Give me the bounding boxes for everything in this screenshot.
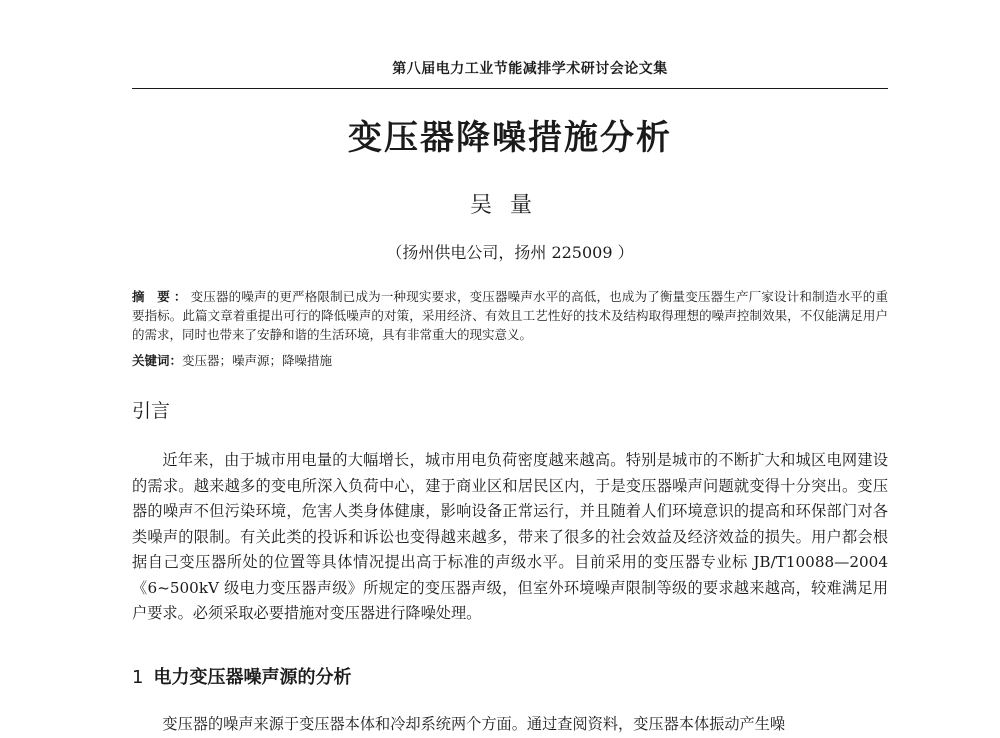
keywords-label: 关键词： bbox=[132, 353, 183, 368]
keywords bbox=[132, 351, 888, 370]
section-number: 1 bbox=[132, 667, 144, 688]
author-name: 吴量 bbox=[469, 193, 550, 218]
abstract-label: 摘 要： bbox=[132, 289, 191, 304]
author-affiliation: （扬州供电公司，扬州 225009 ） bbox=[386, 243, 634, 262]
header-rule bbox=[132, 88, 888, 89]
section1-paragraph: 变压器的噪声来源于变压器本体和冷却系统两个方面。通过查阅资料，变压器本体振动产生噪 bbox=[162, 715, 786, 733]
intro-paragraph: 近年来，由于城市用电量的大幅增长，城市用电负荷密度越来越高。特别是城市的不断扩大和城区电网建设的需求。越来越多的变电所深入负荷中心，建于商业区和居民区内，于是变压器噪声问题就变得十分突出。变压器的噪声不但污染环境，危害人类身体健康，影响设备正常运行，并且随着人们环境意识的提高和环保部门对各类噪声的限制。有关此类的投诉和诉讼也变得越来越多，带来了很多的社会效益及经济效益的损失。用户都会根据自己变压器所处的位置等具体情况提出高于标准的声级水平。目前采用的变压器专业标 JB/T10088—2004《6~500kV 级电力变压器声级》所规定的变压器声级，但室外环境噪声限制等级的要求越来越高，较难满足用户要求。必须采取必要措施对变压器进行降噪处理。 bbox=[132, 451, 888, 622]
section-title: 电力变压器噪声源的分析 bbox=[153, 667, 352, 688]
section-heading-1 bbox=[132, 663, 351, 689]
section-heading-intro: 引言 bbox=[132, 400, 171, 422]
abstract bbox=[132, 287, 888, 344]
keywords-text: 变压器；噪声源；降噪措施 bbox=[182, 353, 333, 368]
running-header: 第八届电力工业节能减排学术研讨会论文集 bbox=[392, 61, 668, 77]
abstract-text: 变压器的噪声的更严格限制已成为一种现实要求，变压器噪声水平的高低，也成为了衡量变压器生产厂家设计和制造水平的重要指标。此篇文章着重提出可行的降低噪声的对策，采用经济、有效且工艺性好的技术及结构取得理想的噪声控制效果，不仅能满足用户的需求，同时也带来了安静和谐的生活环境，具有非常重大的现实意义。 bbox=[132, 289, 888, 342]
paper-title: 变压器降噪措施分析 bbox=[348, 118, 672, 158]
